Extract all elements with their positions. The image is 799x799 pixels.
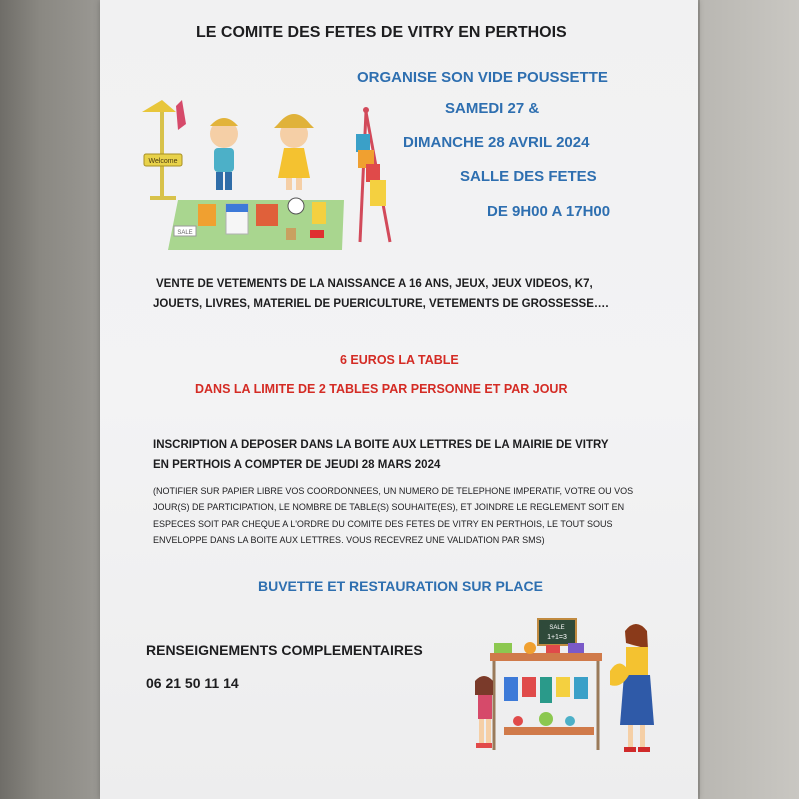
note-line: ESPECES SOIT PAR CHEQUE A L'ORDRE DU COMITE DES FETES DE VITRY EN PERTHOIS, LE TOUT SOUS xyxy=(153,519,613,529)
note-line: JOUR(S) DE PARTICIPATION, LE NOMBRE DE TABLE(S) SOUHAITE(ES), ET JOINDRE LE REGLEMENT SOIT EN xyxy=(153,502,625,512)
flyer-title: LE COMITE DES FETES DE VITRY EN PERTHOIS xyxy=(196,24,567,41)
note-line: (NOTIFIER SUR PAPIER LIBRE VOS COORDONNEES, UN NUMERO DE TELEPHONE IMPERATIF, VOTRE OU VOS xyxy=(153,486,634,496)
board-text: SALE xyxy=(549,625,565,631)
welcome-sign-illustration xyxy=(142,100,186,198)
mother-figure xyxy=(610,624,654,752)
clothes-rack-illustration xyxy=(356,107,390,242)
event-line: DE 9H00 A 17H00 xyxy=(487,203,611,220)
event-line: SALLE DES FETES xyxy=(460,168,597,185)
kids-market-illustration xyxy=(138,94,400,250)
child-figure xyxy=(475,676,493,748)
background-wall xyxy=(700,0,799,799)
description-line: VENTE DE VETEMENTS DE LA NAISSANCE A 16 ANS, JEUX, JEUX VIDEOS, K7, xyxy=(156,278,593,290)
event-line: DIMANCHE 28 AVRIL 2024 xyxy=(403,134,590,151)
sign-text: Welcome xyxy=(148,158,178,165)
board-text: 1+1=3 xyxy=(547,634,567,641)
registration-line: INSCRIPTION A DEPOSER DANS LA BOITE AUX LETTRES DE LA MAIRIE DE VITRY xyxy=(153,439,609,451)
event-line: ORGANISE SON VIDE POUSSETTE xyxy=(357,69,608,86)
event-line: SAMEDI 27 & xyxy=(445,100,540,117)
buvette-text: BUVETTE ET RESTAURATION SUR PLACE xyxy=(258,578,543,594)
description-line: JOUETS, LIVRES, MATERIEL DE PUERICULTURE, VETEMENTS DE GROSSESSE…. xyxy=(153,298,609,310)
registration-line: EN PERTHOIS A COMPTER DE JEUDI 28 MARS 2024 xyxy=(153,459,441,471)
girl-figure xyxy=(274,114,314,190)
limit-text: DANS LA LIMITE DE 2 TABLES PAR PERSONNE ET PAR JOUR xyxy=(195,382,568,396)
shop-stall-illustration xyxy=(470,615,660,765)
note-line: ENVELOPPE DANS LA BOITE AUX LETTRES. VOUS RECEVREZ UNE VALIDATION PAR SMS) xyxy=(153,535,545,545)
price-text: 6 EUROS LA TABLE xyxy=(340,353,459,367)
boy-figure xyxy=(210,118,238,190)
sale-tag-text: SALE xyxy=(177,230,193,236)
info-label: RENSEIGNEMENTS COMPLEMENTAIRES xyxy=(146,642,423,658)
phone-number: 06 21 50 11 14 xyxy=(146,675,239,691)
